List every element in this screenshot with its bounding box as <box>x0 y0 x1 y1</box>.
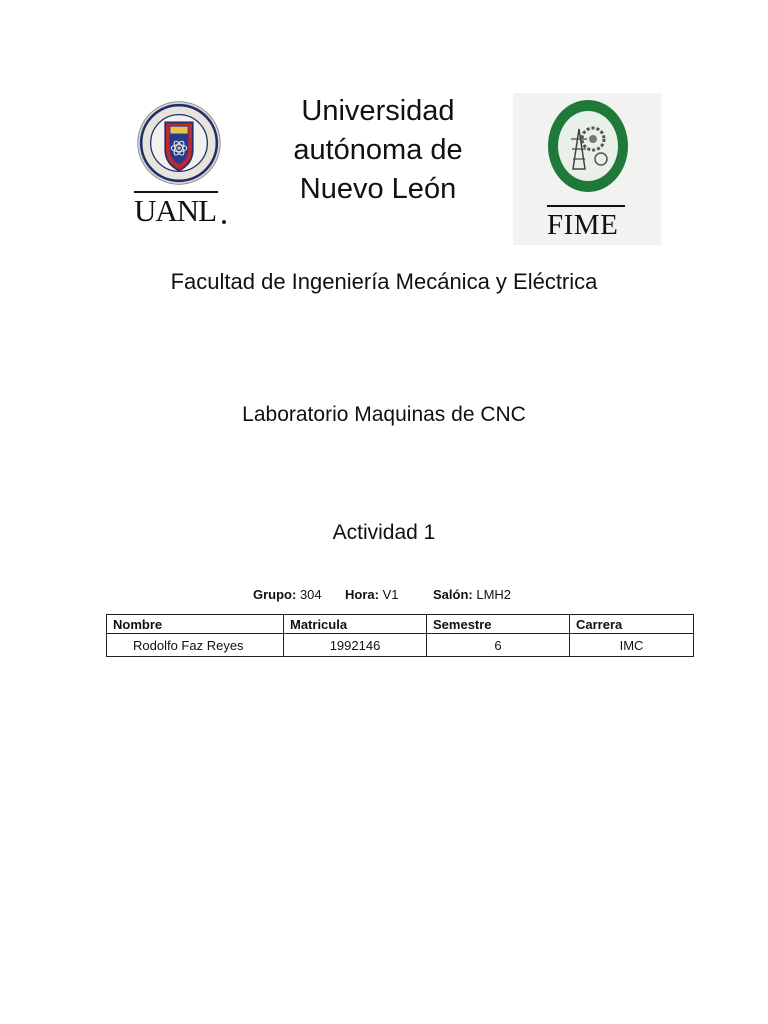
class-info <box>253 586 511 604</box>
uanl-dot <box>222 220 226 224</box>
fime-wordmark: FIME <box>547 209 619 241</box>
cell-carrera: IMC <box>570 634 694 657</box>
salon-label: Salón: <box>433 587 473 602</box>
grupo-label: Grupo: <box>253 587 297 602</box>
cell-matricula: 1992146 <box>284 634 427 657</box>
table-header-row <box>107 615 694 634</box>
column-header-carrera: Carrera <box>570 615 694 634</box>
uanl-seal-icon <box>136 100 222 186</box>
faculty-name: Facultad de Ingeniería Mecánica y Eléctrica <box>170 269 598 294</box>
hora-label: Hora: <box>345 587 379 602</box>
cell-semestre: 6 <box>427 634 570 657</box>
uanl-logo <box>128 96 238 236</box>
hora-info <box>345 586 433 604</box>
salon-value: LMH2 <box>476 587 512 602</box>
column-header-semestre: Semestre <box>427 615 570 634</box>
university-title-line: autónoma de <box>293 134 463 166</box>
hora-value: V1 <box>382 587 399 602</box>
column-header-nombre: Nombre <box>107 615 284 634</box>
fime-divider <box>547 205 625 207</box>
activity-title: Actividad 1 <box>332 521 436 544</box>
cell-nombre: Rodolfo Faz Reyes <box>107 634 284 657</box>
fime-seal-icon <box>547 99 629 193</box>
lab-title: Laboratorio Maquinas de CNC <box>242 403 526 426</box>
salon-info <box>433 586 511 604</box>
university-title-line: Nuevo León <box>299 173 457 205</box>
fime-logo <box>513 93 661 245</box>
uanl-wordmark: UANL <box>134 193 217 228</box>
column-header-matricula: Matricula <box>284 615 427 634</box>
university-title <box>268 92 488 209</box>
grupo-value: 304 <box>299 587 322 602</box>
table-row <box>107 634 694 657</box>
university-title-line: Universidad <box>301 95 455 127</box>
grupo-info <box>253 586 345 604</box>
student-table <box>106 614 694 657</box>
